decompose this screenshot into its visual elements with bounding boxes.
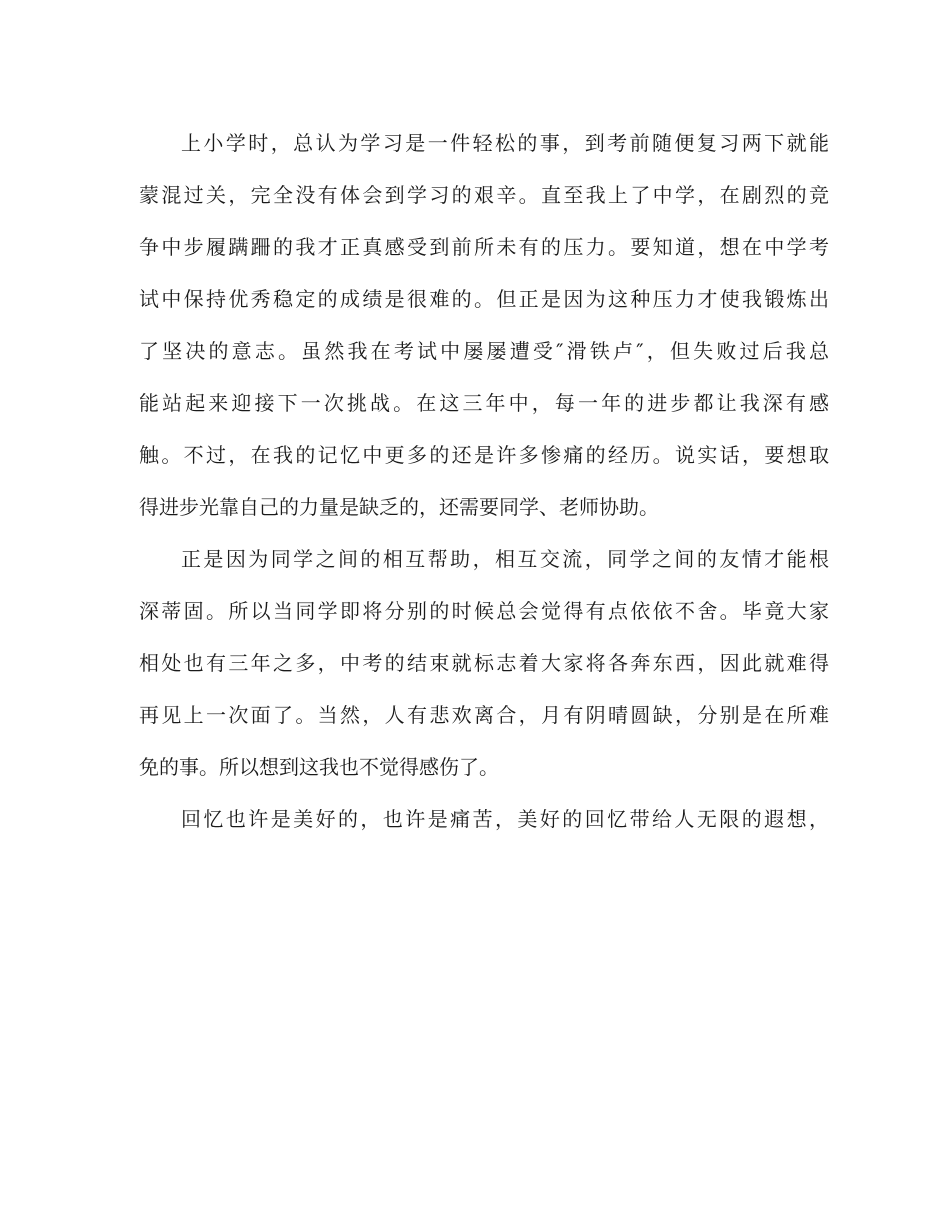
paragraph-2-line-3: 相处也有三年之多，中考的结束就标志着大家将各奔东西，因此就难得 bbox=[139, 651, 829, 675]
paragraph-2-line-1: 正是因为同学之间的相互帮助，相互交流，同学之间的友情才能根 bbox=[181, 547, 829, 571]
paragraph-3-line-1: 回忆也许是美好的，也许是痛苦，美好的回忆带给人无限的遐想， bbox=[181, 807, 829, 831]
paragraph-1-line-5: 了坚决的意志。虽然我在考试中屡屡遭受″滑铁卢″，但失败过后我总 bbox=[139, 339, 829, 363]
paragraph-1-line-2: 蒙混过关，完全没有体会到学习的艰辛。直至我上了中学，在剧烈的竞 bbox=[139, 183, 829, 207]
paragraph-1-line-3: 争中步履蹒跚的我才正真感受到前所未有的压力。要知道，想在中学考 bbox=[139, 235, 829, 259]
paragraph-2-line-4: 再见上一次面了。当然，人有悲欢离合，月有阴晴圆缺，分别是在所难 bbox=[139, 703, 829, 727]
paragraph-1-line-8: 得进步光靠自己的力量是缺乏的，还需要同学、老师协助。 bbox=[139, 495, 659, 519]
paragraph-1-line-1: 上小学时，总认为学习是一件轻松的事，到考前随便复习两下就能 bbox=[181, 131, 829, 155]
paragraph-2-line-2: 深蒂固。所以当同学即将分别的时候总会觉得有点依依不舍。毕竟大家 bbox=[139, 599, 829, 623]
paragraph-1-line-4: 试中保持优秀稳定的成绩是很难的。但正是因为这种压力才使我锻炼出 bbox=[139, 287, 829, 311]
paragraph-1-line-7: 触。不过，在我的记忆中更多的还是许多惨痛的经历。说实话，要想取 bbox=[139, 443, 829, 467]
paragraph-2-line-5: 免的事。所以想到这我也不觉得感伤了。 bbox=[139, 755, 499, 779]
paragraph-1-line-6: 能站起来迎接下一次挑战。在这三年中，每一年的进步都让我深有感 bbox=[139, 391, 829, 415]
document-body bbox=[139, 117, 829, 845]
